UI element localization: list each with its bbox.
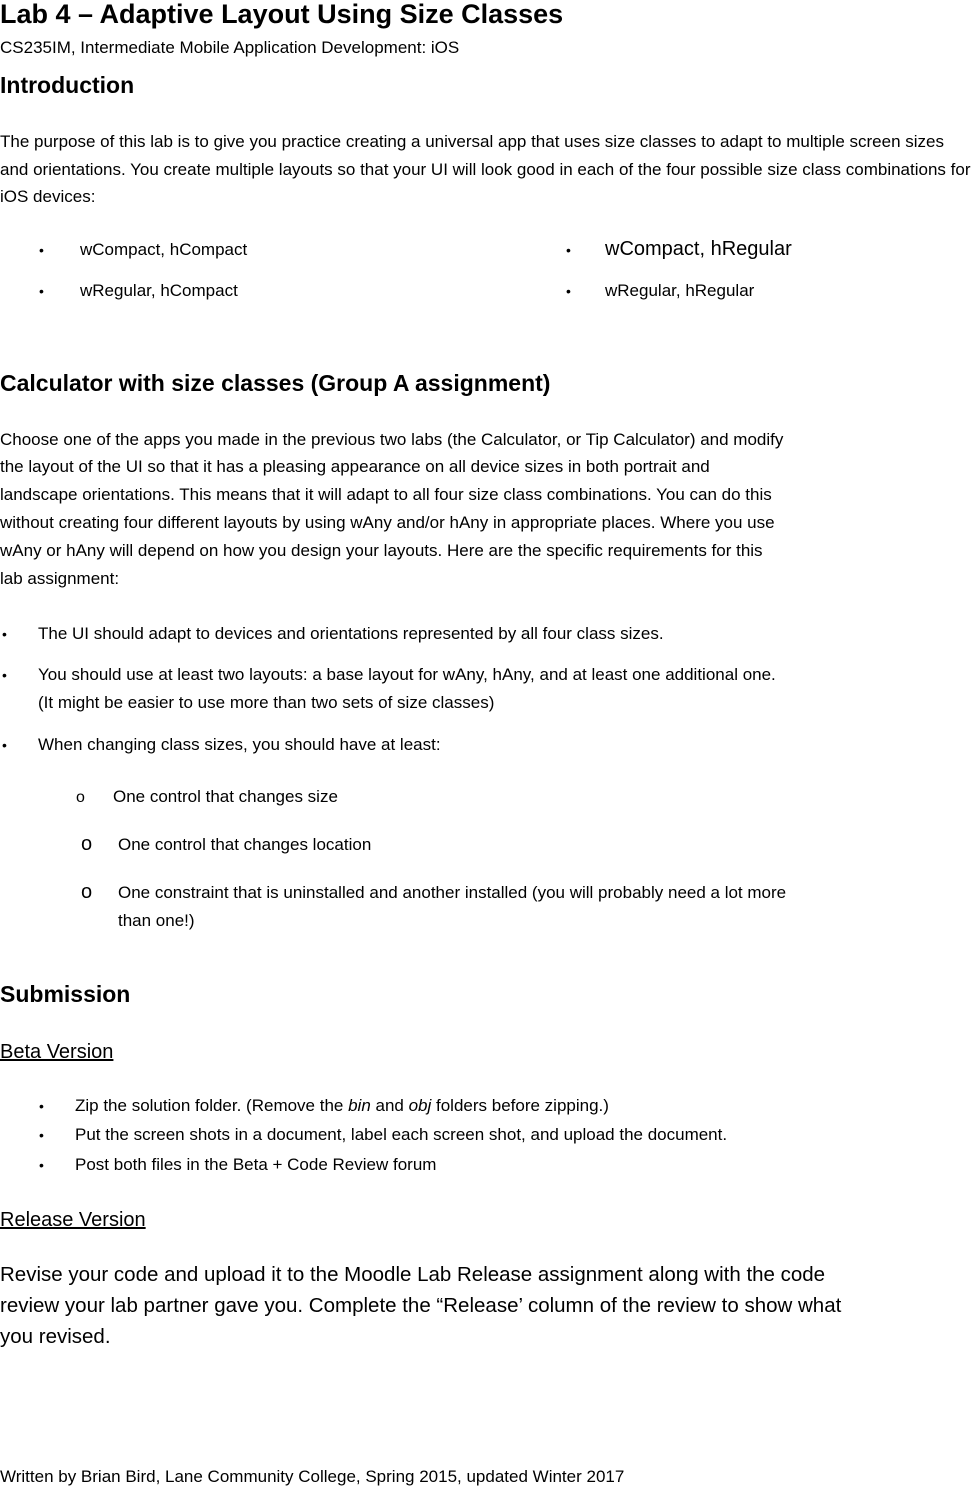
bullet-icon: • [2, 737, 7, 753]
size-class-item: wRegular, hCompact [80, 281, 238, 300]
beta-item: Put the screen shots in a document, label each screen shot, and upload the document. [75, 1125, 728, 1144]
sub-requirement-item: One constraint that is uninstalled and another installed (you will probably need a lot more [118, 883, 787, 902]
release-paragraph-line: you revised. [0, 1325, 111, 1348]
calculator-heading: Calculator with size classes (Group A assignment) [0, 370, 551, 396]
page-title: Lab 4 – Adaptive Layout Using Size Classes [0, 0, 564, 29]
calculator-paragraph-line: landscape orientations. This means that it will adapt to all four size class combinations. You can do this [0, 485, 772, 504]
introduction-paragraph: The purpose of this lab is to give you practice creating a universal app that uses size classes to adapt to multiple screen sizes and orientations. You create multiple layouts so that your UI will look good in each of the four possible size class combinations for iOS devices: [0, 132, 971, 206]
bullet-icon: • [2, 626, 7, 642]
requirement-item: The UI should adapt to devices and orientations represented by all four class sizes. [38, 624, 664, 643]
calculator-paragraph-line: the layout of the UI so that it has a pleasing appearance on all device sizes in both portrait and [0, 457, 710, 476]
calculator-paragraph-line: Choose one of the apps you made in the previous two labs (the Calculator, or Tip Calculator) and modify [0, 430, 784, 449]
requirement-item: You should use at least two layouts: a base layout for wAny, hAny, and at least one additional one. [38, 665, 776, 684]
sub-bullet-icon: o [76, 789, 85, 806]
size-class-item: wCompact, hCompact [80, 240, 248, 259]
beta-item: Zip the solution folder. (Remove the bin and obj folders before zipping.) [75, 1096, 609, 1115]
sub-requirement-item: One control that changes location [118, 835, 372, 854]
release-version-heading: Release Version [0, 1209, 146, 1231]
size-class-item: wCompact, hRegular [605, 238, 792, 260]
bullet-icon: • [39, 242, 44, 258]
size-class-item: wRegular, hRegular [605, 281, 755, 300]
requirement-item-continued: (It might be easier to use more than two sets of size classes) [38, 693, 495, 712]
calculator-paragraph-line: without creating four different layouts by using wAny and/or hAny in appropriate places. Where you use [0, 513, 775, 532]
sub-bullet-icon: o [81, 881, 93, 903]
requirement-item: When changing class sizes, you should have at least: [38, 735, 441, 754]
footer-credit: Written by Brian Bird, Lane Community College, Spring 2015, updated Winter 2017 [0, 1467, 625, 1486]
beta-item: Post both files in the Beta + Code Review forum [75, 1155, 437, 1174]
submission-heading: Submission [0, 981, 131, 1007]
sub-requirement-item-continued: than one!) [118, 911, 195, 930]
release-paragraph-line: Revise your code and upload it to the Moodle Lab Release assignment along with the code [0, 1263, 826, 1286]
bullet-icon: • [566, 283, 571, 299]
release-paragraph-line: review your lab partner gave you. Complete the “Release’ column of the review to show what [0, 1294, 842, 1317]
course-subtitle: CS235IM, Intermediate Mobile Application Development: iOS [0, 38, 460, 57]
bullet-icon: • [2, 667, 7, 683]
calculator-paragraph-line: lab assignment: [0, 569, 120, 588]
bullet-icon: • [566, 242, 571, 258]
bullet-icon: • [39, 1127, 44, 1143]
bullet-icon: • [39, 1098, 44, 1114]
bullet-icon: • [39, 1157, 44, 1173]
sub-requirement-item: One control that changes size [113, 787, 338, 806]
sub-bullet-icon: o [81, 833, 93, 855]
calculator-paragraph-line: wAny or hAny will depend on how you design your layouts. Here are the specific requirements for this [0, 541, 763, 560]
introduction-heading: Introduction [0, 72, 135, 98]
bullet-icon: • [39, 283, 44, 299]
beta-version-heading: Beta Version [0, 1041, 114, 1063]
